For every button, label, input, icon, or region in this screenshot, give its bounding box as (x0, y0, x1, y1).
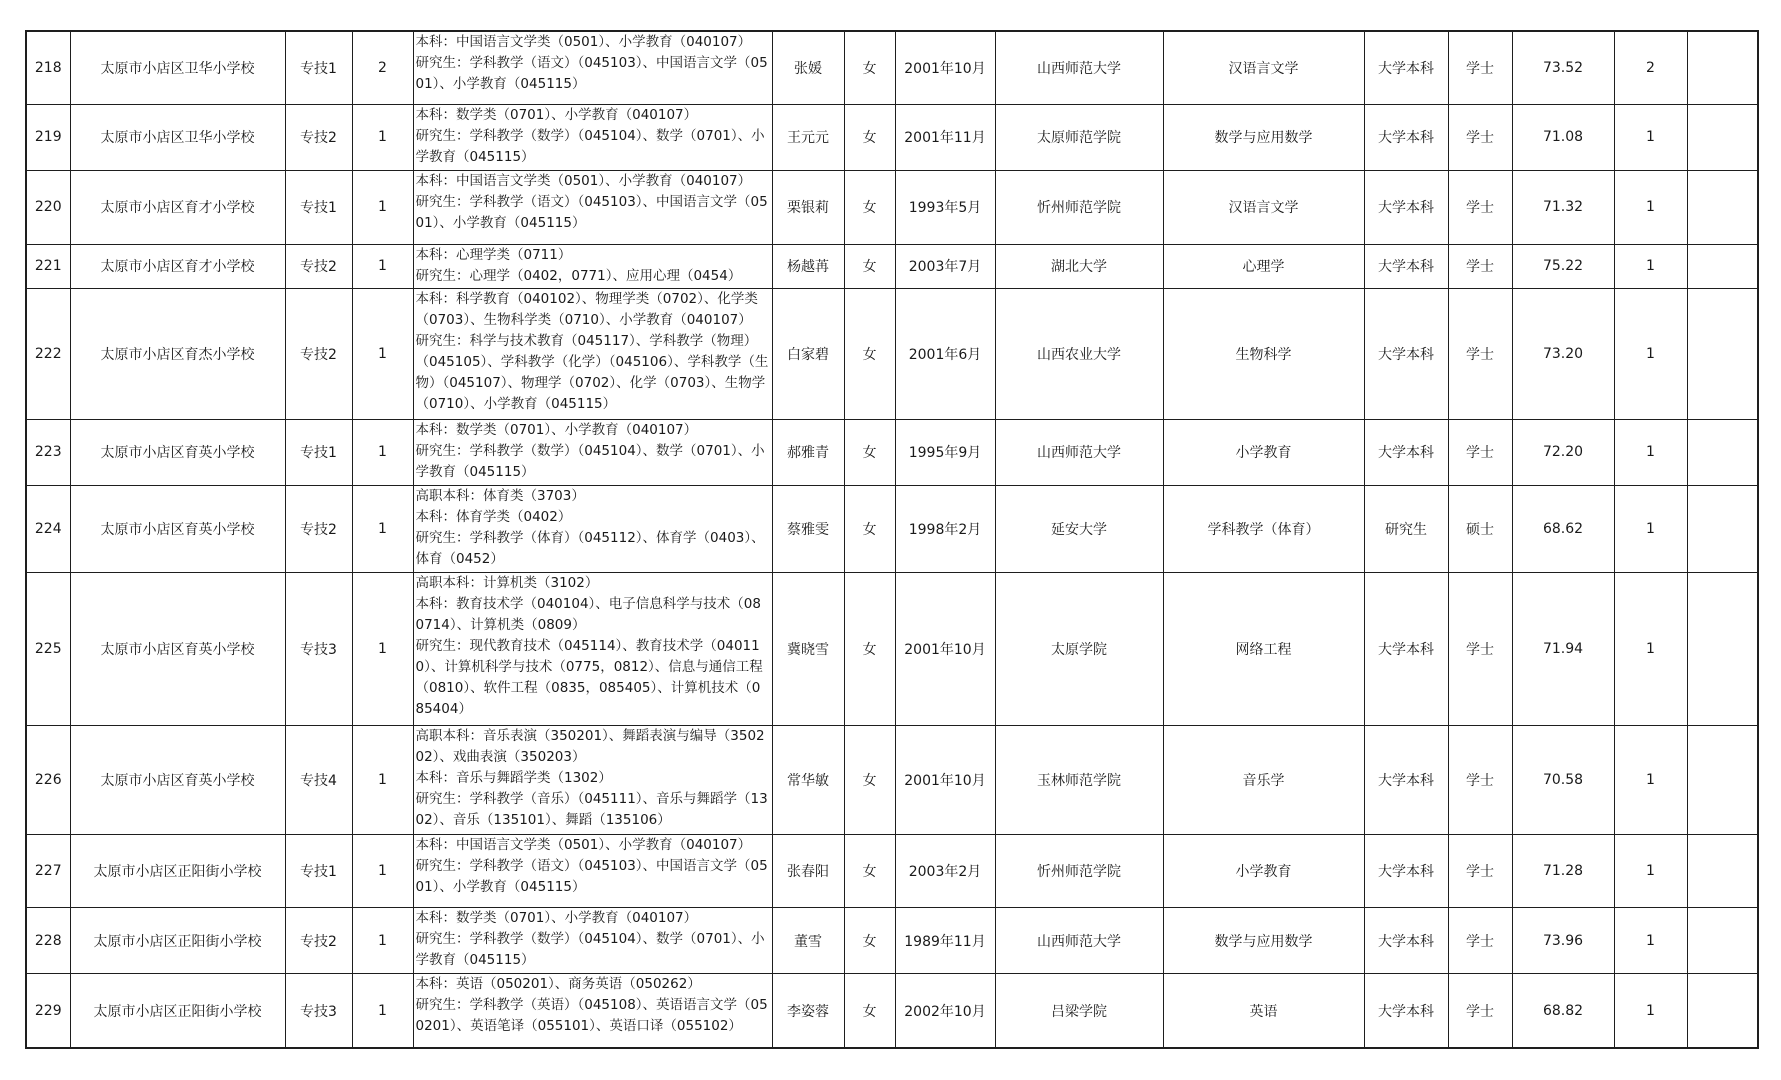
serial-number-cell: 222 (26, 289, 70, 420)
post-cell: 专技1 (285, 419, 352, 485)
gender-cell: 女 (844, 835, 895, 908)
score-cell: 72.20 (1512, 419, 1614, 485)
rank-cell: 1 (1614, 974, 1687, 1048)
serial-number-cell: 224 (26, 485, 70, 573)
table-row (26, 289, 1758, 420)
serial-number-cell: 225 (26, 573, 70, 725)
hire-count-cell: 1 (352, 170, 413, 244)
major-requirement-line: 研究生：学科教学（英语）（045108）、英语语言文学（050201）、英语笔译（055101）、英语口译（055102） (415, 997, 768, 1035)
candidate-name-cell: 郝雅青 (772, 419, 844, 485)
hire-count-cell: 1 (352, 725, 413, 834)
birth-date-cell: 2002年10月 (895, 974, 995, 1048)
major-requirement-line: 本科：心理学类（0711） (415, 246, 572, 263)
rank-cell: 1 (1614, 289, 1687, 420)
education-cell: 研究生 (1364, 485, 1448, 573)
education-cell: 大学本科 (1364, 725, 1448, 834)
score-cell: 73.52 (1512, 31, 1614, 104)
major-requirement-line: 本科：中国语言文学类（0501）、小学教育（040107） (415, 172, 752, 189)
serial-number-cell: 228 (26, 908, 70, 974)
candidate-name-cell: 李姿蓉 (772, 974, 844, 1048)
table-row (26, 170, 1758, 244)
birth-date-cell: 2001年10月 (895, 725, 995, 834)
table-row (26, 31, 1758, 104)
score-cell: 71.08 (1512, 104, 1614, 170)
college-cell: 山西农业大学 (995, 289, 1163, 420)
table-row (26, 573, 1758, 725)
major-requirement-line: 本科：英语（050201）、商务英语（050262） (415, 976, 701, 993)
school-cell: 太原市小店区育才小学校 (70, 244, 285, 288)
gender-cell: 女 (844, 908, 895, 974)
gender-cell: 女 (844, 244, 895, 288)
remark-cell (1687, 725, 1758, 834)
education-cell: 大学本科 (1364, 419, 1448, 485)
candidate-name-cell: 王元元 (772, 104, 844, 170)
candidate-name-cell: 冀晓雪 (772, 573, 844, 725)
degree-cell: 学士 (1448, 908, 1512, 974)
education-cell: 大学本科 (1364, 31, 1448, 104)
education-cell: 大学本科 (1364, 908, 1448, 974)
major-requirement-line: 高职本科：音乐表演（350201）、舞蹈表演与编导（350202）、戏曲表演（350203） (415, 727, 765, 765)
major-cell: 音乐学 (1163, 725, 1364, 834)
remark-cell (1687, 974, 1758, 1048)
major-cell: 英语 (1163, 974, 1364, 1048)
serial-number-cell: 229 (26, 974, 70, 1048)
major-requirement-line: 本科：科学教育（040102）、物理学类（0702）、化学类（0703）、生物科学类（0710）、小学教育（040107） (415, 291, 758, 329)
post-cell: 专技1 (285, 170, 352, 244)
hire-count-cell: 2 (352, 31, 413, 104)
degree-cell: 学士 (1448, 835, 1512, 908)
table-row (26, 104, 1758, 170)
major-cell: 心理学 (1163, 244, 1364, 288)
major-requirement-line: 本科：体育学类（0402） (415, 508, 572, 525)
major-requirement-cell (413, 244, 772, 288)
remark-cell (1687, 170, 1758, 244)
table-row (26, 725, 1758, 834)
score-cell: 71.28 (1512, 835, 1614, 908)
table-row (26, 974, 1758, 1048)
table-row (26, 835, 1758, 908)
birth-date-cell: 1995年9月 (895, 419, 995, 485)
major-requirement-line: 本科：中国语言文学类（0501）、小学教育（040107） (415, 34, 752, 50)
major-requirement-line: 本科：数学类（0701）、小学教育（040107） (415, 421, 698, 438)
major-requirement-line: 研究生：心理学（0402，0771）、应用心理（0454） (415, 267, 742, 284)
table-row (26, 419, 1758, 485)
table-row (26, 485, 1758, 573)
serial-number-cell: 227 (26, 835, 70, 908)
candidate-name-cell: 董雪 (772, 908, 844, 974)
major-requirement-line: 研究生：科学与技术教育（045117）、学科教学（物理）（045105）、学科教学（化学）（045106）、学科教学（生物）（045107）、物理学（0702）、化学（0703）、生物学（0710）、小学教育（045115） (415, 333, 769, 413)
college-cell: 吕梁学院 (995, 974, 1163, 1048)
degree-cell: 硕士 (1448, 485, 1512, 573)
gender-cell: 女 (844, 419, 895, 485)
candidate-name-cell: 杨越苒 (772, 244, 844, 288)
hire-count-cell: 1 (352, 835, 413, 908)
school-cell: 太原市小店区卫华小学校 (70, 31, 285, 104)
major-cell: 汉语言文学 (1163, 170, 1364, 244)
major-requirement-line: 高职本科：体育类（3703） (415, 487, 585, 504)
major-requirement-line: 研究生：学科教学（语文）（045103）、中国语言文学（0501）、小学教育（045115） (415, 55, 768, 92)
college-cell: 太原师范学院 (995, 104, 1163, 170)
post-cell: 专技1 (285, 31, 352, 104)
rank-cell: 1 (1614, 573, 1687, 725)
major-requirement-cell (413, 835, 772, 908)
candidate-name-cell: 蔡雅雯 (772, 485, 844, 573)
major-requirement-line: 研究生：学科教学（数学）（045104）、数学（0701）、小学教育（045115） (415, 931, 765, 969)
school-cell: 太原市小店区育英小学校 (70, 419, 285, 485)
major-cell: 网络工程 (1163, 573, 1364, 725)
remark-cell (1687, 104, 1758, 170)
major-cell: 小学教育 (1163, 835, 1364, 908)
candidate-name-cell: 栗银莉 (772, 170, 844, 244)
gender-cell: 女 (844, 725, 895, 834)
education-cell: 大学本科 (1364, 104, 1448, 170)
hire-count-cell: 1 (352, 289, 413, 420)
hire-count-cell: 1 (352, 908, 413, 974)
degree-cell: 学士 (1448, 974, 1512, 1048)
school-cell: 太原市小店区育英小学校 (70, 725, 285, 834)
results-table (25, 30, 1759, 1049)
major-requirement-cell (413, 974, 772, 1048)
score-cell: 70.58 (1512, 725, 1614, 834)
education-cell: 大学本科 (1364, 289, 1448, 420)
college-cell: 忻州师范学院 (995, 835, 1163, 908)
major-cell: 学科教学（体育） (1163, 485, 1364, 573)
candidate-name-cell: 常华敏 (772, 725, 844, 834)
education-cell: 大学本科 (1364, 170, 1448, 244)
remark-cell (1687, 244, 1758, 288)
gender-cell: 女 (844, 485, 895, 573)
school-cell: 太原市小店区育才小学校 (70, 170, 285, 244)
education-cell: 大学本科 (1364, 835, 1448, 908)
major-requirement-line: 研究生：学科教学（音乐）（045111）、音乐与舞蹈学（1302）、音乐（135101）、舞蹈（135106） (415, 790, 768, 828)
score-cell: 68.82 (1512, 974, 1614, 1048)
college-cell: 玉林师范学院 (995, 725, 1163, 834)
degree-cell: 学士 (1448, 31, 1512, 104)
major-requirement-line: 研究生：学科教学（体育）（045112）、体育学（0403）、体育（0452） (415, 529, 765, 567)
serial-number-cell: 223 (26, 419, 70, 485)
remark-cell (1687, 289, 1758, 420)
hire-count-cell: 1 (352, 244, 413, 288)
post-cell: 专技3 (285, 974, 352, 1048)
major-requirement-cell (413, 170, 772, 244)
school-cell: 太原市小店区育杰小学校 (70, 289, 285, 420)
education-cell: 大学本科 (1364, 244, 1448, 288)
degree-cell: 学士 (1448, 289, 1512, 420)
birth-date-cell: 2001年6月 (895, 289, 995, 420)
candidate-name-cell: 张媛 (772, 31, 844, 104)
school-cell: 太原市小店区正阳街小学校 (70, 835, 285, 908)
major-requirement-cell (413, 725, 772, 834)
major-requirement-line: 高职本科：计算机类（3102） (415, 575, 599, 592)
major-requirement-line: 研究生：学科教学（数学）（045104）、数学（0701）、小学教育（045115） (415, 442, 765, 480)
degree-cell: 学士 (1448, 573, 1512, 725)
major-cell: 数学与应用数学 (1163, 908, 1364, 974)
rank-cell: 1 (1614, 244, 1687, 288)
major-cell: 汉语言文学 (1163, 31, 1364, 104)
college-cell: 山西师范大学 (995, 31, 1163, 104)
major-requirement-line: 研究生：现代教育技术（045114）、教育技术学（040110）、计算机科学与技术（0775，0812）、信息与通信工程（0810）、软件工程（0835，085405）、计算机技术（085404） (415, 638, 763, 718)
college-cell: 延安大学 (995, 485, 1163, 573)
gender-cell: 女 (844, 974, 895, 1048)
rank-cell: 1 (1614, 725, 1687, 834)
major-requirement-line: 研究生：学科教学（数学）（045104）、数学（0701）、小学教育（045115） (415, 127, 765, 165)
score-cell: 75.22 (1512, 244, 1614, 288)
degree-cell: 学士 (1448, 419, 1512, 485)
post-cell: 专技4 (285, 725, 352, 834)
candidate-name-cell: 白家碧 (772, 289, 844, 420)
remark-cell (1687, 419, 1758, 485)
education-cell: 大学本科 (1364, 573, 1448, 725)
results-table-body (26, 31, 1758, 1048)
hire-count-cell: 1 (352, 104, 413, 170)
remark-cell (1687, 573, 1758, 725)
degree-cell: 学士 (1448, 244, 1512, 288)
degree-cell: 学士 (1448, 170, 1512, 244)
major-requirement-cell (413, 104, 772, 170)
major-requirement-line: 本科：中国语言文学类（0501）、小学教育（040107） (415, 837, 752, 854)
serial-number-cell: 218 (26, 31, 70, 104)
rank-cell: 1 (1614, 419, 1687, 485)
education-cell: 大学本科 (1364, 974, 1448, 1048)
gender-cell: 女 (844, 104, 895, 170)
score-cell: 73.96 (1512, 908, 1614, 974)
major-requirement-cell (413, 31, 772, 104)
major-cell: 小学教育 (1163, 419, 1364, 485)
major-requirement-cell (413, 485, 772, 573)
major-requirement-cell (413, 289, 772, 420)
birth-date-cell: 2003年2月 (895, 835, 995, 908)
school-cell: 太原市小店区育英小学校 (70, 485, 285, 573)
college-cell: 山西师范大学 (995, 908, 1163, 974)
gender-cell: 女 (844, 31, 895, 104)
rank-cell: 2 (1614, 31, 1687, 104)
major-requirement-cell (413, 419, 772, 485)
birth-date-cell: 2001年10月 (895, 31, 995, 104)
remark-cell (1687, 908, 1758, 974)
birth-date-cell: 1989年11月 (895, 908, 995, 974)
major-requirement-line: 研究生：学科教学（语文）（045103）、中国语言文学（0501）、小学教育（045115） (415, 858, 768, 896)
rank-cell: 1 (1614, 485, 1687, 573)
degree-cell: 学士 (1448, 725, 1512, 834)
rank-cell: 1 (1614, 835, 1687, 908)
score-cell: 71.94 (1512, 573, 1614, 725)
major-cell: 生物科学 (1163, 289, 1364, 420)
school-cell: 太原市小店区正阳街小学校 (70, 974, 285, 1048)
major-requirement-line: 本科：数学类（0701）、小学教育（040107） (415, 106, 698, 123)
post-cell: 专技2 (285, 485, 352, 573)
remark-cell (1687, 835, 1758, 908)
rank-cell: 1 (1614, 908, 1687, 974)
major-requirement-line: 本科：教育技术学（040104）、电子信息科学与技术（080714）、计算机类（0809） (415, 596, 761, 634)
major-cell: 数学与应用数学 (1163, 104, 1364, 170)
major-requirement-line: 本科：音乐与舞蹈学类（1302） (415, 769, 612, 786)
major-requirement-line: 研究生：学科教学（语文）（045103）、中国语言文学（0501）、小学教育（045115） (415, 193, 768, 231)
school-cell: 太原市小店区育英小学校 (70, 573, 285, 725)
hire-count-cell: 1 (352, 485, 413, 573)
table-row (26, 244, 1758, 288)
birth-date-cell: 1993年5月 (895, 170, 995, 244)
serial-number-cell: 221 (26, 244, 70, 288)
post-cell: 专技2 (285, 244, 352, 288)
score-cell: 73.20 (1512, 289, 1614, 420)
serial-number-cell: 220 (26, 170, 70, 244)
post-cell: 专技2 (285, 104, 352, 170)
score-cell: 68.62 (1512, 485, 1614, 573)
gender-cell: 女 (844, 573, 895, 725)
candidate-name-cell: 张春阳 (772, 835, 844, 908)
hire-count-cell: 1 (352, 974, 413, 1048)
college-cell: 湖北大学 (995, 244, 1163, 288)
birth-date-cell: 1998年2月 (895, 485, 995, 573)
serial-number-cell: 219 (26, 104, 70, 170)
major-requirement-cell (413, 908, 772, 974)
remark-cell (1687, 31, 1758, 104)
hire-count-cell: 1 (352, 573, 413, 725)
remark-cell (1687, 485, 1758, 573)
table-row (26, 908, 1758, 974)
birth-date-cell: 2001年10月 (895, 573, 995, 725)
gender-cell: 女 (844, 289, 895, 420)
post-cell: 专技2 (285, 908, 352, 974)
college-cell: 山西师范大学 (995, 419, 1163, 485)
birth-date-cell: 2001年11月 (895, 104, 995, 170)
major-requirement-cell (413, 573, 772, 725)
college-cell: 太原学院 (995, 573, 1163, 725)
school-cell: 太原市小店区卫华小学校 (70, 104, 285, 170)
birth-date-cell: 2003年7月 (895, 244, 995, 288)
gender-cell: 女 (844, 170, 895, 244)
post-cell: 专技2 (285, 289, 352, 420)
rank-cell: 1 (1614, 170, 1687, 244)
post-cell: 专技3 (285, 573, 352, 725)
post-cell: 专技1 (285, 835, 352, 908)
serial-number-cell: 226 (26, 725, 70, 834)
hire-count-cell: 1 (352, 419, 413, 485)
degree-cell: 学士 (1448, 104, 1512, 170)
major-requirement-line: 本科：数学类（0701）、小学教育（040107） (415, 910, 698, 927)
score-cell: 71.32 (1512, 170, 1614, 244)
school-cell: 太原市小店区正阳街小学校 (70, 908, 285, 974)
college-cell: 忻州师范学院 (995, 170, 1163, 244)
rank-cell: 1 (1614, 104, 1687, 170)
